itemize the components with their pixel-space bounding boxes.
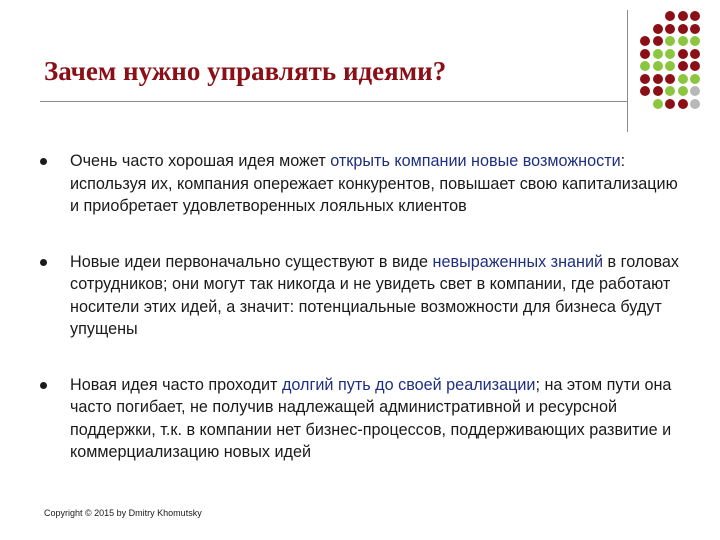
decorative-dot-icon — [640, 36, 650, 46]
bullet-dot-icon — [40, 382, 47, 389]
bullet-item — [40, 374, 680, 464]
highlighted-phrase: невыраженных знаний — [432, 252, 604, 271]
decorative-dot-icon — [690, 11, 700, 21]
highlighted-phrase: долгий путь до своей реализации — [281, 375, 536, 394]
decorative-dot-icon — [640, 49, 650, 59]
decorative-dot-icon — [690, 24, 700, 34]
decorative-dot-icon — [640, 86, 650, 96]
decorative-dot-icon — [678, 36, 688, 46]
bullet-list — [40, 150, 680, 464]
decorative-dot-icon — [678, 49, 688, 59]
decorative-dot-icon — [678, 61, 688, 71]
decorative-dot-icon — [678, 24, 688, 34]
decorative-dot-icon — [653, 86, 663, 96]
decorative-dot-icon — [690, 74, 700, 84]
bullet-text: Новые идеи первоначально существуют в виде — [70, 252, 433, 271]
decorative-dot-icon — [665, 49, 675, 59]
title-divider — [40, 101, 628, 102]
decorative-dot-icon — [653, 24, 663, 34]
decorative-dot-icon — [665, 61, 675, 71]
decorative-dot-icon — [653, 99, 663, 109]
decorative-dot-icon — [665, 86, 675, 96]
decorative-dot-icon — [690, 36, 700, 46]
bullet-text: Новая идея часто проходит — [70, 375, 282, 394]
highlighted-phrase: открыть компании новые возможности — [330, 152, 621, 170]
decorative-dot-icon — [690, 61, 700, 71]
decorative-dot-icon — [653, 61, 663, 71]
bullet-text: : используя их, компания опережает конкурентов, повышает свою капитализацию и приобретает удовлетворенных лояльных клиентов — [70, 152, 678, 215]
bullet-dot-icon — [40, 259, 47, 266]
decorative-dot-grid — [640, 11, 700, 121]
decorative-dot-icon — [665, 24, 675, 34]
decorative-dot-icon — [653, 36, 663, 46]
decorative-dot-icon — [665, 74, 675, 84]
decorative-dot-icon — [690, 99, 700, 109]
decorative-dot-icon — [690, 86, 700, 96]
decorative-dot-icon — [653, 49, 663, 59]
decorative-dot-icon — [640, 74, 650, 84]
decorative-dot-icon — [665, 11, 675, 21]
decorative-dot-icon — [640, 61, 650, 71]
decorative-dot-icon — [678, 86, 688, 96]
decorative-dot-icon — [665, 99, 675, 109]
decorative-dot-icon — [690, 49, 700, 59]
decorative-dot-icon — [678, 11, 688, 21]
decorative-dot-icon — [653, 74, 663, 84]
vertical-divider — [627, 10, 628, 132]
bullet-text: ; на этом пути она часто погибает, не получив надлежащей административной и ресурсной поддержки, т.к. в компании нет бизнес-процессов, поддерживающих развитие и коммерциализацию новых идей — [70, 375, 672, 461]
slide-title: Зачем нужно управлять идеями? — [44, 56, 447, 86]
bullet-text: в головах сотрудников; они могут так никогда и не увидеть свет в компании, где работают носители этих идей, а значит: потенциальные возможности для бизнеса будут упущены — [70, 252, 679, 338]
bullet-item — [40, 150, 680, 218]
decorative-dot-icon — [665, 36, 675, 46]
bullet-text: Очень часто хорошая идея может — [70, 152, 331, 170]
bullet-dot-icon — [40, 158, 47, 165]
copyright-footer: Copyright © 2015 by Dmitry Khomutsky — [44, 508, 202, 518]
bullet-item — [40, 251, 680, 341]
decorative-dot-icon — [678, 74, 688, 84]
decorative-dot-icon — [678, 99, 688, 109]
